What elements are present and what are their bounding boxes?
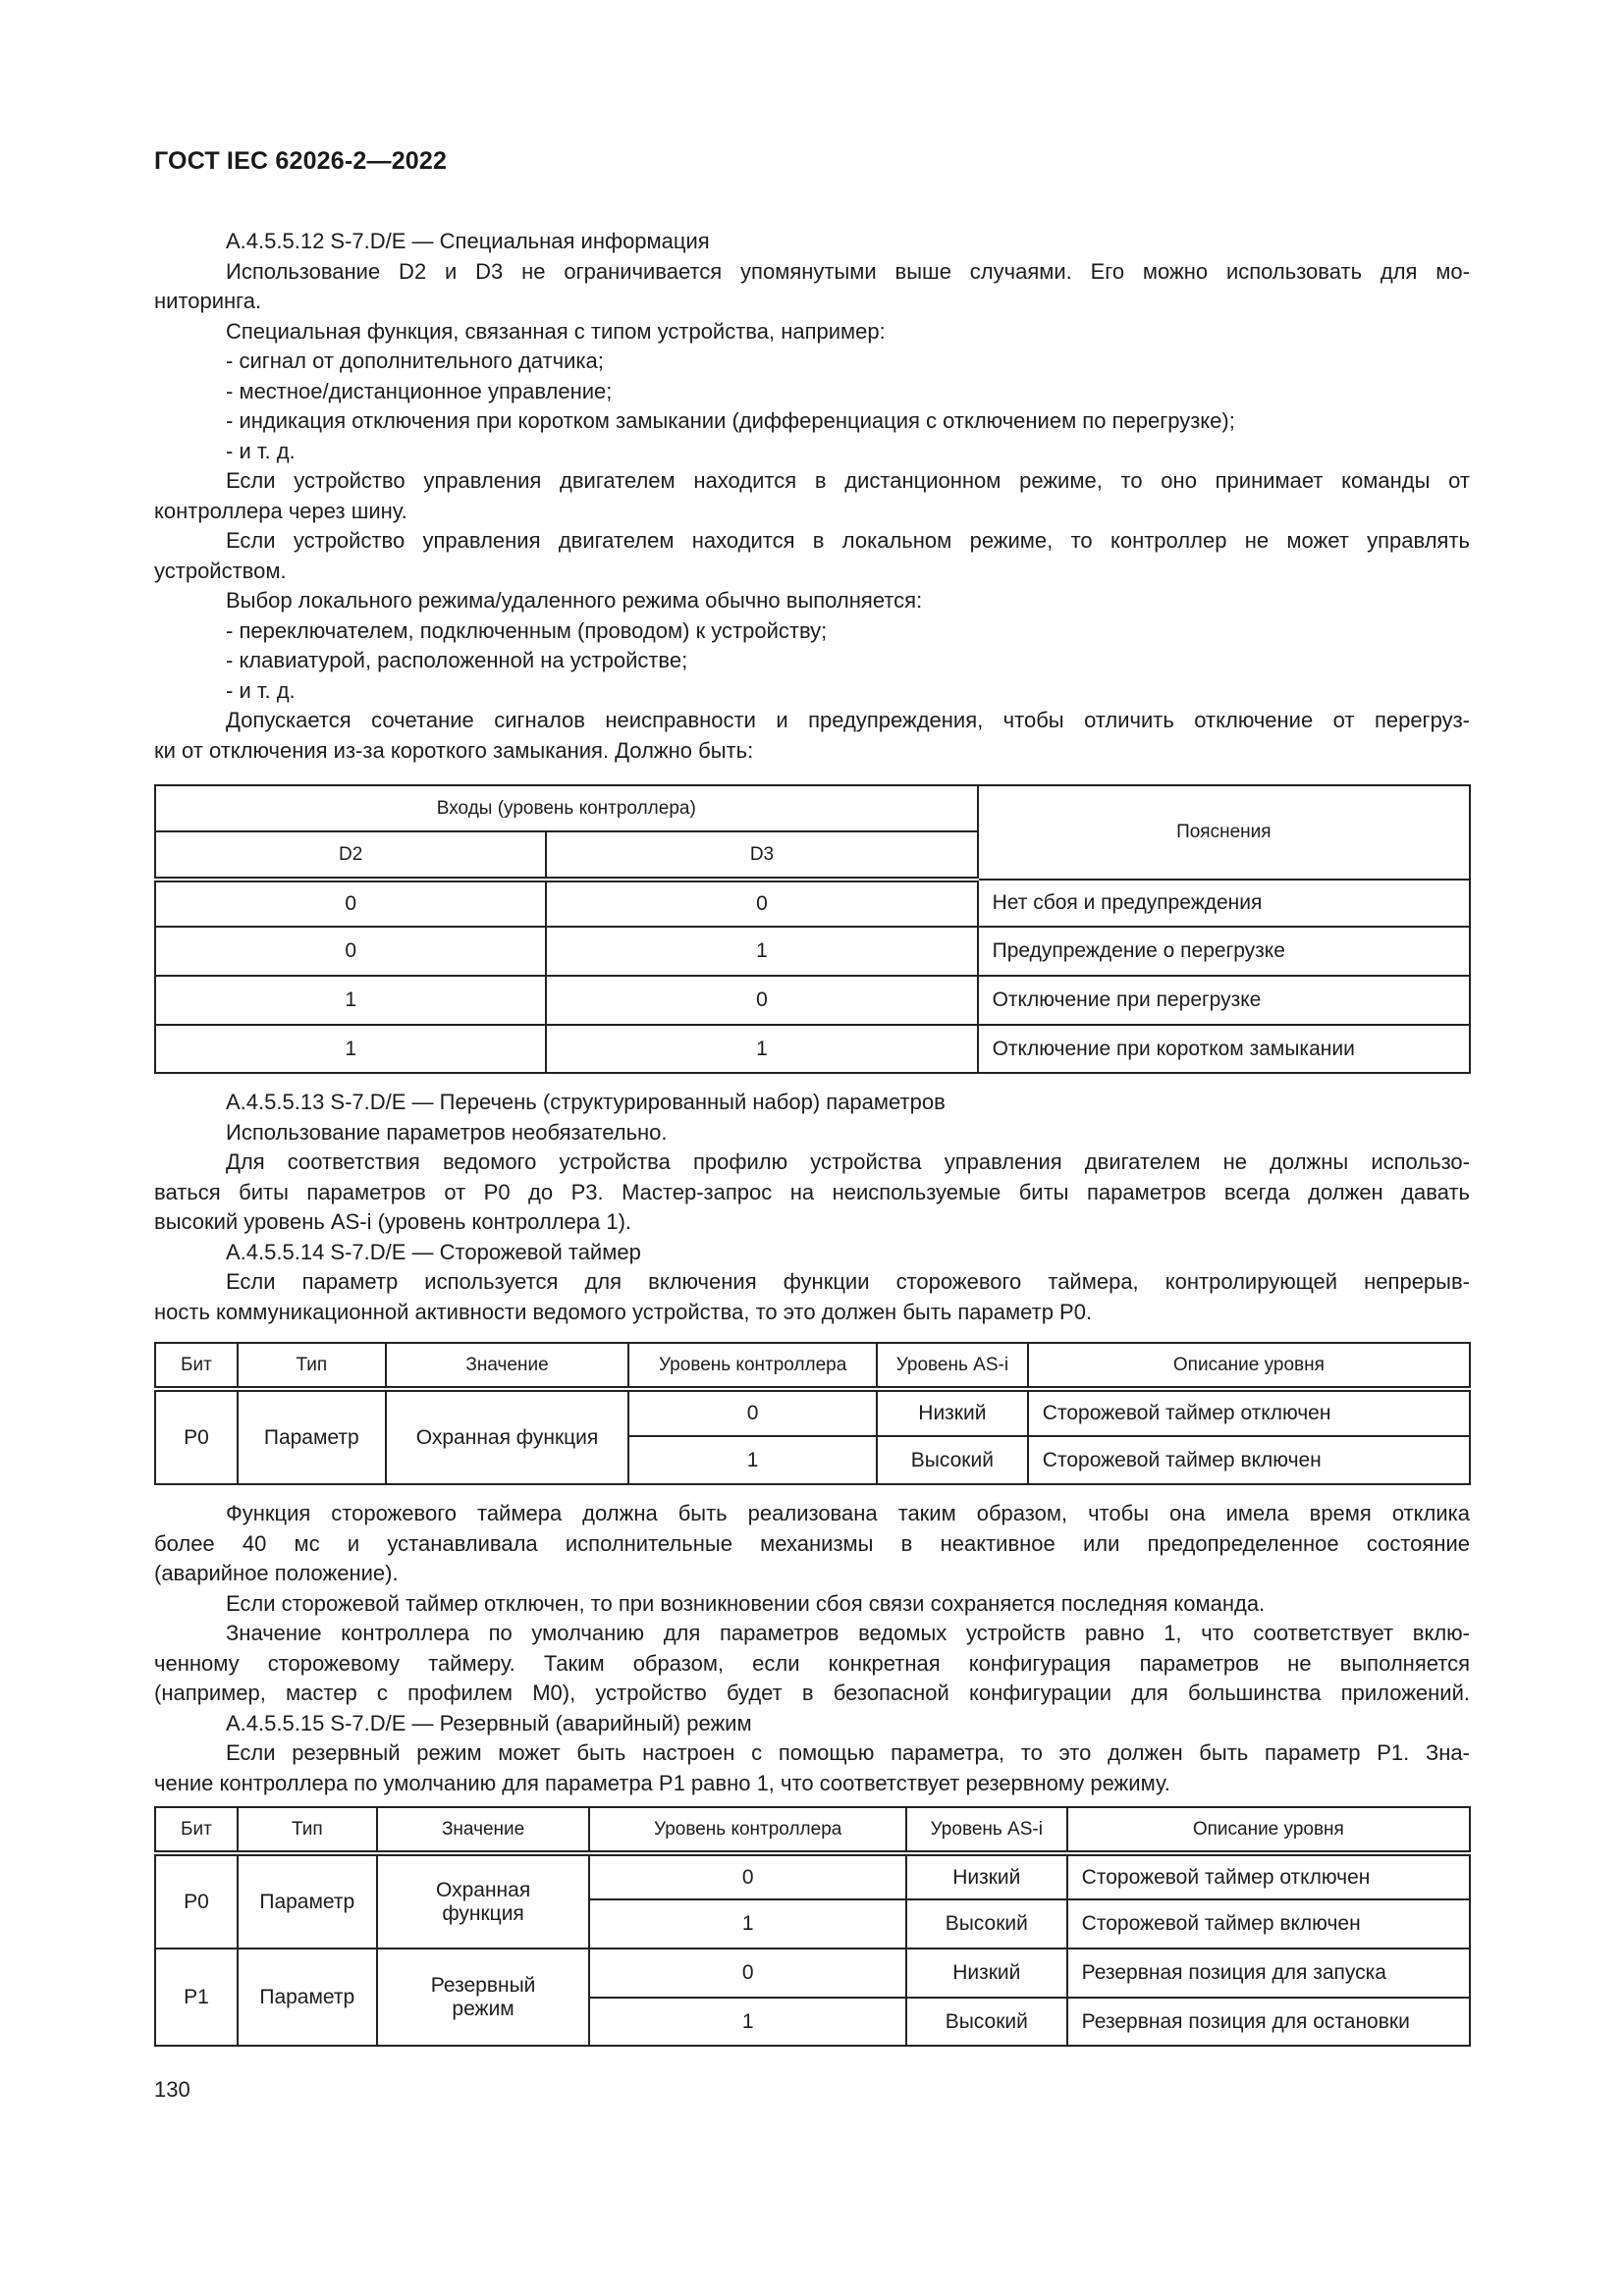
meaning-header: Значение (386, 1343, 629, 1389)
meaning-line-2: функция (442, 1901, 524, 1925)
level-description-value: Сторожевой таймер отключен (1028, 1389, 1470, 1436)
controller-level-value: 1 (628, 1436, 877, 1484)
meaning-header: Значение (377, 1807, 590, 1853)
d3-value: 1 (546, 1025, 977, 1073)
controller-level-header: Уровень контроллера (589, 1807, 905, 1853)
asi-level-value: Низкий (877, 1389, 1028, 1436)
level-description-header: Описание уровня (1028, 1343, 1470, 1389)
controller-level-value: 1 (589, 1998, 905, 2046)
text-line: устройством. (154, 558, 287, 583)
asi-level-header: Уровень AS-i (877, 1343, 1028, 1389)
type-header: Тип (238, 1807, 377, 1853)
table-row (155, 1853, 1470, 1899)
text-line: Использование параметров необязательно. (226, 1119, 668, 1145)
type-value: Параметр (238, 1949, 377, 2046)
type-header: Тип (238, 1343, 386, 1389)
text-line: Специальная функция, связанная с типом устройства, например: (226, 318, 886, 344)
text-line: - клавиатурой, расположенной на устройстве; (226, 648, 688, 672)
section-a4-5-5-12 (154, 227, 1470, 766)
level-description-value: Сторожевой таймер отключен (1067, 1853, 1470, 1899)
controller-level-value: 0 (628, 1389, 877, 1436)
explanation-value: Нет сбоя и предупреждения (978, 880, 1470, 927)
text-line: ваться биты параметров от P0 до P3. Мастер-запрос на неиспользуемые биты параметров всегда должен давать (154, 1179, 1470, 1204)
text-line: Выбор локального режима/удаленного режима обычно выполняется: (226, 588, 923, 613)
meaning-value (377, 1853, 590, 1949)
d2-value: 1 (155, 1025, 546, 1073)
document-header: ГОСТ IEC 62026-2—2022 (154, 147, 448, 175)
text-line: Функция сторожевого таймера должна быть реализована таким образом, чтобы она имела время отклика (226, 1501, 1470, 1525)
controller-level-value: 0 (589, 1949, 905, 1998)
text-line: Значение контроллера по умолчанию для параметров ведомых устройств равно 1, что соответствует вклю- (226, 1621, 1470, 1645)
text-line: - индикация отключения при коротком замыкании (дифференциация с отключением по перегрузке); (226, 408, 1235, 433)
d3-value: 0 (546, 880, 977, 927)
table-row (155, 927, 1470, 976)
level-description-value: Сторожевой таймер включен (1067, 1899, 1470, 1949)
explanation-value: Предупреждение о перегрузке (978, 927, 1470, 976)
d3-value: 1 (546, 927, 977, 976)
text-line: А.4.5.5.15 S-7.D/E — Резервный (аварийный) режим (226, 1710, 752, 1735)
page-number: 130 (154, 2077, 190, 2102)
asi-level-value: Высокий (906, 1899, 1067, 1949)
asi-level-value: Низкий (906, 1949, 1067, 1998)
d2-value: 0 (155, 880, 546, 927)
text-line: ниторинга. (154, 289, 262, 313)
text-line: А.4.5.5.13 S-7.D/E — Перечень (структурированный набор) параметров (226, 1090, 946, 1114)
text-line: Использование D2 и D3 не ограничивается упомянутыми выше случаями. Его можно использовать для мо- (226, 258, 1470, 284)
d3-header: D3 (546, 831, 977, 880)
text-line: ность коммуникационной активности ведомого устройства, то это должен быть параметр P0. (154, 1299, 1093, 1324)
text-line: Для соответствия ведомого устройства профилю устройства управления двигателем не должны использо- (226, 1149, 1470, 1174)
inputs-table (154, 784, 1471, 1074)
table-row (155, 976, 1470, 1025)
bit-value: P1 (155, 1949, 238, 2046)
table-row (155, 1025, 1470, 1073)
level-description-value: Резервная позиция для остановки (1067, 1998, 1470, 2046)
text-line: - местное/дистанционное управление; (226, 378, 613, 403)
text-line: Если устройство управления двигателем находится в локальном режиме, то контроллер не может управлять (226, 528, 1470, 553)
text-line: высокий уровень AS-i (уровень контроллера 1). (154, 1209, 632, 1234)
text-line: (аварийное положение). (154, 1561, 399, 1585)
text-line: более 40 мс и устанавливала исполнительные механизмы в неактивное или предопределенное состояние (154, 1530, 1470, 1556)
text-line: - переключателем, подключенным (проводом) к устройству; (226, 617, 828, 643)
text-line: - и т. д. (226, 677, 296, 703)
section-a4-5-5-15 (154, 1499, 1470, 1798)
d2-header: D2 (155, 831, 546, 880)
text-line: ки от отключения из-за короткого замыкания. Должно быть: (154, 737, 754, 763)
text-line: чение контроллера по умолчанию для параметра P1 равно 1, что соответствует резервному режиму. (154, 1770, 1170, 1795)
asi-level-header: Уровень AS-i (906, 1807, 1067, 1853)
bit-value: P0 (155, 1853, 238, 1949)
text-line: Допускается сочетание сигналов неисправности и предупреждения, чтобы отличить отключение от перегруз- (226, 708, 1470, 732)
bit-header: Бит (155, 1343, 238, 1389)
text-line: Если устройство управления двигателем находится в дистанционном режиме, то оно принимает команды от (226, 468, 1470, 493)
text-line: (например, мастер с профилем M0), устройство будет в безопасной конфигурации для большинства приложений. (154, 1681, 1470, 1705)
table-row (155, 1949, 1470, 1998)
level-description-value: Сторожевой таймер включен (1028, 1436, 1470, 1484)
controller-level-value: 1 (589, 1899, 905, 1949)
asi-level-value: Низкий (906, 1853, 1067, 1899)
text-line: А.4.5.5.12 S-7.D/E — Специальная информация (226, 229, 710, 253)
explanation-value: Отключение при перегрузке (978, 976, 1470, 1025)
text-line: Если резервный режим может быть настроен с помощью параметра, то это должен быть параметр P1. Зна- (226, 1740, 1470, 1765)
table-row (155, 880, 1470, 927)
bit-header: Бит (155, 1807, 238, 1853)
meaning-line-2: режим (452, 1997, 514, 2020)
explanation-header: Пояснения (978, 785, 1470, 880)
d2-value: 1 (155, 976, 546, 1025)
text-line: - и т. д. (226, 438, 296, 463)
d2-value: 0 (155, 927, 546, 976)
text-line: А.4.5.5.14 S-7.D/E — Сторожевой таймер (226, 1239, 641, 1264)
meaning-value: Охранная функция (386, 1389, 629, 1484)
table-row (155, 1389, 1470, 1436)
controller-level-header: Уровень контроллера (628, 1343, 877, 1389)
section-a4-5-5-13-14 (154, 1088, 1470, 1327)
meaning-value (377, 1949, 590, 2046)
explanation-value: Отключение при коротком замыкании (978, 1025, 1470, 1073)
parameters-table (154, 1806, 1471, 2047)
meaning-line-1: Охранная (435, 1878, 531, 1901)
d3-value: 0 (546, 976, 977, 1025)
text-line: - сигнал от дополнительного датчика; (226, 348, 604, 373)
level-description-header: Описание уровня (1067, 1807, 1470, 1853)
inputs-group-header: Входы (уровень контроллера) (155, 785, 978, 831)
meaning-line-1: Резервный (430, 1973, 536, 1997)
text-line: Если параметр используется для включения функции сторожевого таймера, контролирующей непрерыв- (226, 1269, 1470, 1294)
asi-level-value: Высокий (877, 1436, 1028, 1484)
text-line: Если сторожевой таймер отключен, то при возникновении сбоя связи сохраняется последняя команда. (226, 1590, 1266, 1616)
watchdog-parameter-table (154, 1342, 1471, 1485)
level-description-value: Резервная позиция для запуска (1067, 1949, 1470, 1998)
controller-level-value: 0 (589, 1853, 905, 1899)
bit-value: P0 (155, 1389, 238, 1484)
type-value: Параметр (238, 1853, 377, 1949)
text-line: контроллера через шину. (154, 498, 407, 523)
text-line: ченному сторожевому таймеру. Таким образом, если конкретная конфигурация параметров не выполняется (154, 1650, 1470, 1676)
type-value: Параметр (238, 1389, 386, 1484)
asi-level-value: Высокий (906, 1998, 1067, 2046)
